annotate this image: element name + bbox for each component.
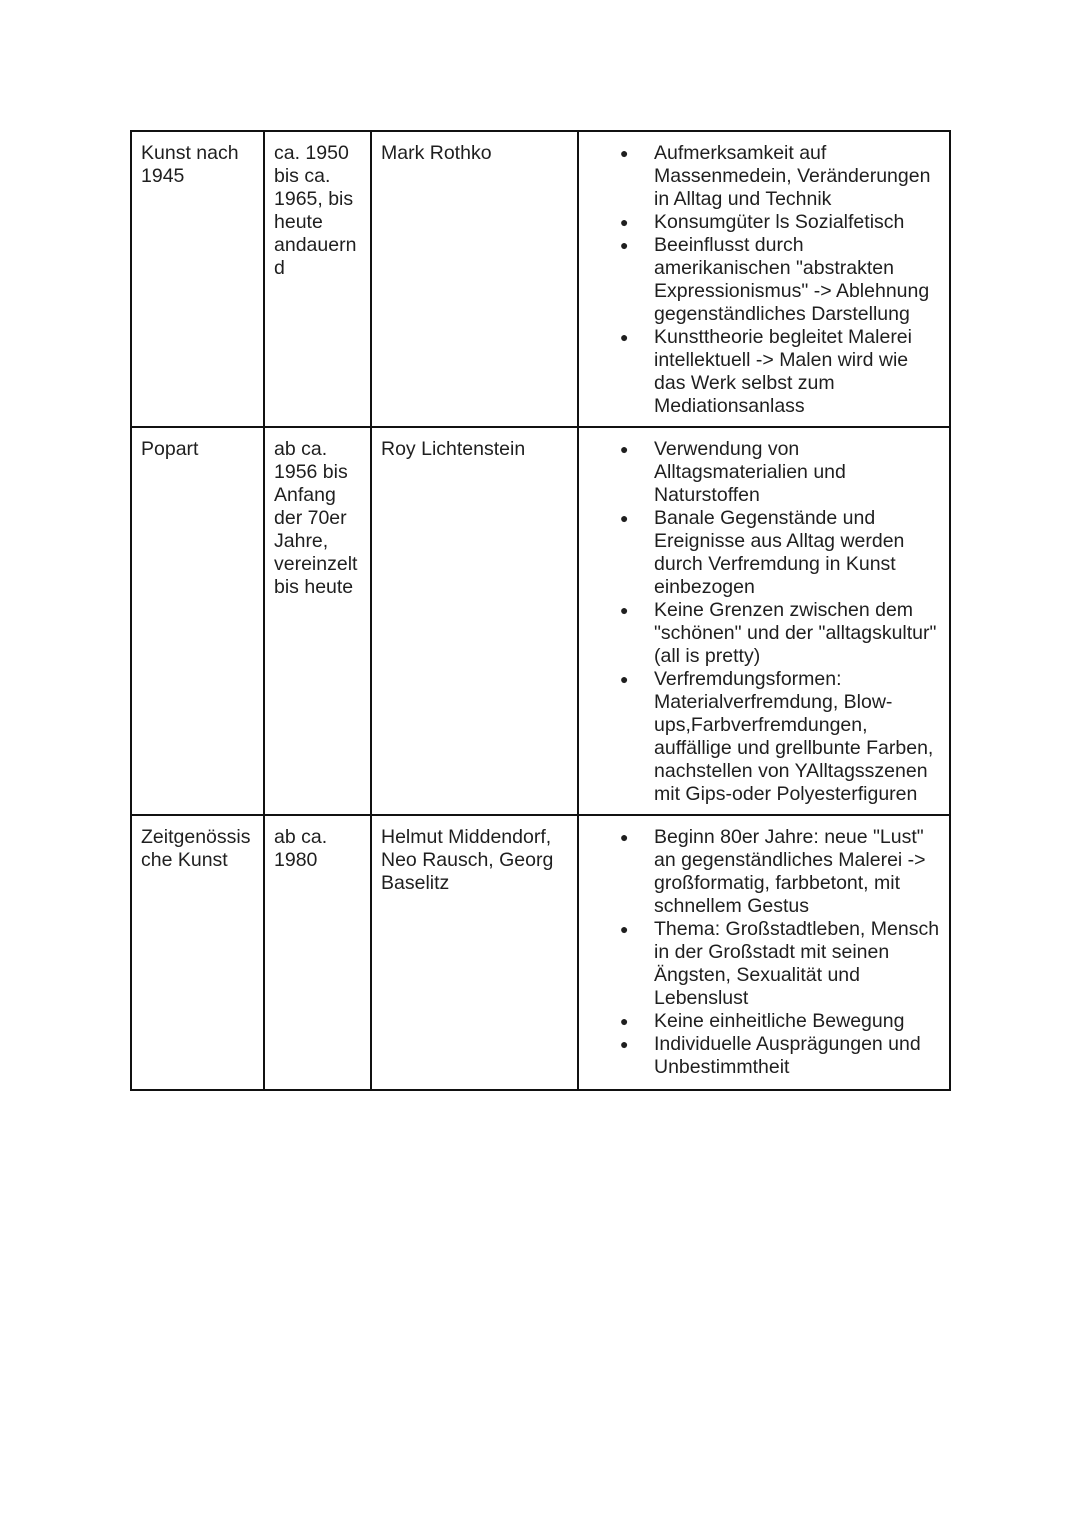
list-item: ● Konsumgüter ls Sozialfetisch <box>654 211 941 234</box>
artists-cell <box>371 427 578 815</box>
artists-text: Roy Lichtenstein <box>381 438 526 460</box>
epoch-cell <box>131 815 264 1090</box>
epoch-cell <box>131 427 264 815</box>
table-row <box>131 815 950 1090</box>
artists-cell <box>371 131 578 427</box>
list-item: ● Banale Gegenstände und Ereignisse aus Alltag werden durch Verfremdung in Kunst einbezogen <box>654 507 941 599</box>
list-item: ● Beeinflusst durch amerikanischen "abstrakten Expressionismus" -> Ablehnung gegenständliches Darstellung <box>654 234 941 326</box>
artists-text: Helmut Middendorf, Neo Rausch, Georg Baselitz <box>381 826 554 894</box>
art-epochs-table <box>130 130 951 1091</box>
period-text: ca. 1950 bis ca. 1965, bis heute andauern d <box>274 142 357 279</box>
period-cell <box>264 427 371 815</box>
period-cell <box>264 131 371 427</box>
artists-text: Mark Rothko <box>381 142 492 164</box>
epoch-text: Popart <box>141 438 199 460</box>
table-row <box>131 427 950 815</box>
list-item: ● Individuelle Ausprägungen und Unbestimmtheit <box>654 1033 941 1079</box>
traits-list <box>588 438 941 806</box>
traits-cell <box>578 427 950 815</box>
list-item: ● Thema: Großstadtleben, Mensch in der Großstadt mit seinen Ängsten, Sexualität und Lebenslust <box>654 918 941 1010</box>
traits-list <box>588 142 941 418</box>
list-item: ● Keine einheitliche Bewegung <box>654 1010 941 1033</box>
traits-cell <box>578 131 950 427</box>
epoch-text: Kunst nach 1945 <box>141 142 239 187</box>
list-item: ● Verfremdungsformen: Materialverfremdung, Blow-ups,Farbverfremdungen, auffällige und grellbunte Farben, nachstellen von YAlltagsszenen mit Gips-oder Polyesterfiguren <box>654 668 941 806</box>
period-cell <box>264 815 371 1090</box>
epoch-cell <box>131 131 264 427</box>
artists-cell <box>371 815 578 1090</box>
traits-cell <box>578 815 950 1090</box>
epoch-text: Zeitgenössis che Kunst <box>141 826 251 871</box>
list-item: ● Verwendung von Alltagsmaterialien und Naturstoffen <box>654 438 941 507</box>
list-item: ● Beginn 80er Jahre: neue "Lust" an gegenständliches Malerei -> großformatig, farbbetont, mit schnellem Gestus <box>654 826 941 918</box>
list-item: ● Aufmerksamkeit auf Massenmedein, Veränderungen in Alltag und Technik <box>654 142 941 211</box>
period-text: ab ca. 1980 <box>274 826 328 871</box>
list-item: ● Kunsttheorie begleitet Malerei intellektuell -> Malen wird wie das Werk selbst zum Mediationsanlass <box>654 326 941 418</box>
traits-list <box>588 826 941 1079</box>
period-text: ab ca. 1956 bis Anfang der 70er Jahre, vereinzelt bis heute <box>274 438 358 598</box>
list-item: ● Keine Grenzen zwischen dem "schönen" und der "alltagskultur" (all is pretty) <box>654 599 941 668</box>
table-row <box>131 131 950 427</box>
